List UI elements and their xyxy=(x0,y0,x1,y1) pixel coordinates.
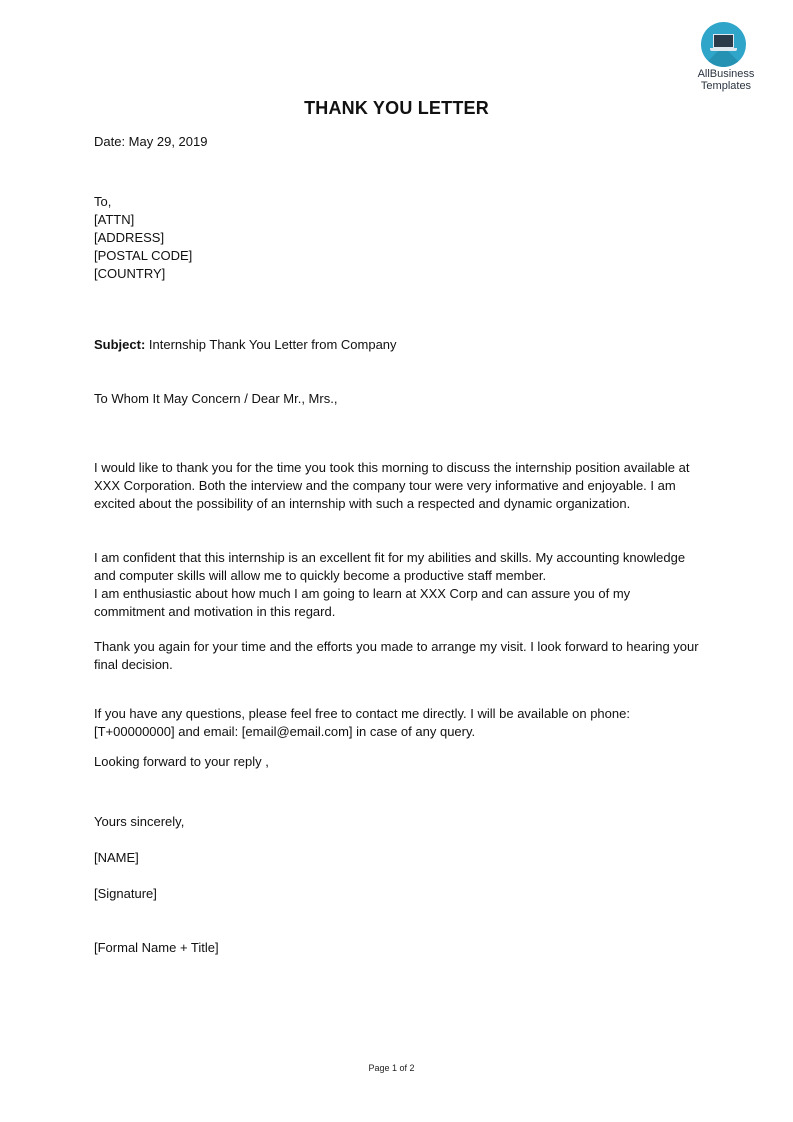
logo-circle xyxy=(701,22,746,67)
closing-formal-name-title: [Formal Name + Title] xyxy=(94,940,219,955)
subject-label: Subject: xyxy=(94,337,146,352)
page-number: Page 1 of 2 xyxy=(368,1063,415,1073)
paragraph-enthusiasm: I am enthusiastic about how much I am going to learn at XXX Corp and can assure you of my commitment and motivation in this regard. xyxy=(94,586,631,619)
allbusiness-templates-logo xyxy=(688,22,764,94)
laptop-icon xyxy=(713,34,734,48)
recipient-to: To, xyxy=(94,194,112,209)
subject-text: Internship Thank You Letter from Company xyxy=(145,337,397,352)
paragraph-contact: If you have any questions, please feel free to contact me directly. I will be available on phone: [T+00000000] and email: [email@email.com] in case of any query. xyxy=(94,706,630,739)
closing-sincerely: Yours sincerely, xyxy=(94,814,185,829)
paragraph-looking-forward: Looking forward to your reply , xyxy=(94,754,269,769)
laptop-base xyxy=(710,48,737,51)
paragraph-confidence: I am confident that this internship is an excellent fit for my abilities and skills. My accounting knowledge and computer skills will allow me to quickly become a productive staff member. xyxy=(94,550,686,583)
recipient-postal-code: [POSTAL CODE] xyxy=(94,248,193,263)
letter-date: Date: May 29, 2019 xyxy=(94,134,208,149)
paragraph-thanks: I would like to thank you for the time you took this morning to discuss the internship position available at XXX Corporation. Both the interview and the company tour were very informative and enjoyable. I am excited about the possibility of an internship with such a respected and dynamic organization. xyxy=(94,460,690,511)
paragraph-thank-again: Thank you again for your time and the efforts you made to arrange my visit. I look forward to hearing your final decision. xyxy=(94,639,699,672)
salutation: To Whom It May Concern / Dear Mr., Mrs., xyxy=(94,391,338,406)
subject-line xyxy=(94,336,397,354)
recipient-attn: [ATTN] xyxy=(94,212,135,227)
recipient-country: [COUNTRY] xyxy=(94,266,166,281)
closing-name: [NAME] xyxy=(94,850,139,865)
logo-text xyxy=(688,68,764,92)
logo-text-line1: AllBusiness xyxy=(697,68,755,80)
closing-signature: [Signature] xyxy=(94,886,157,901)
recipient-address: [ADDRESS] xyxy=(94,230,165,245)
letter-title: THANK YOU LETTER xyxy=(304,98,489,118)
logo-text-line2: Templates xyxy=(700,80,752,92)
